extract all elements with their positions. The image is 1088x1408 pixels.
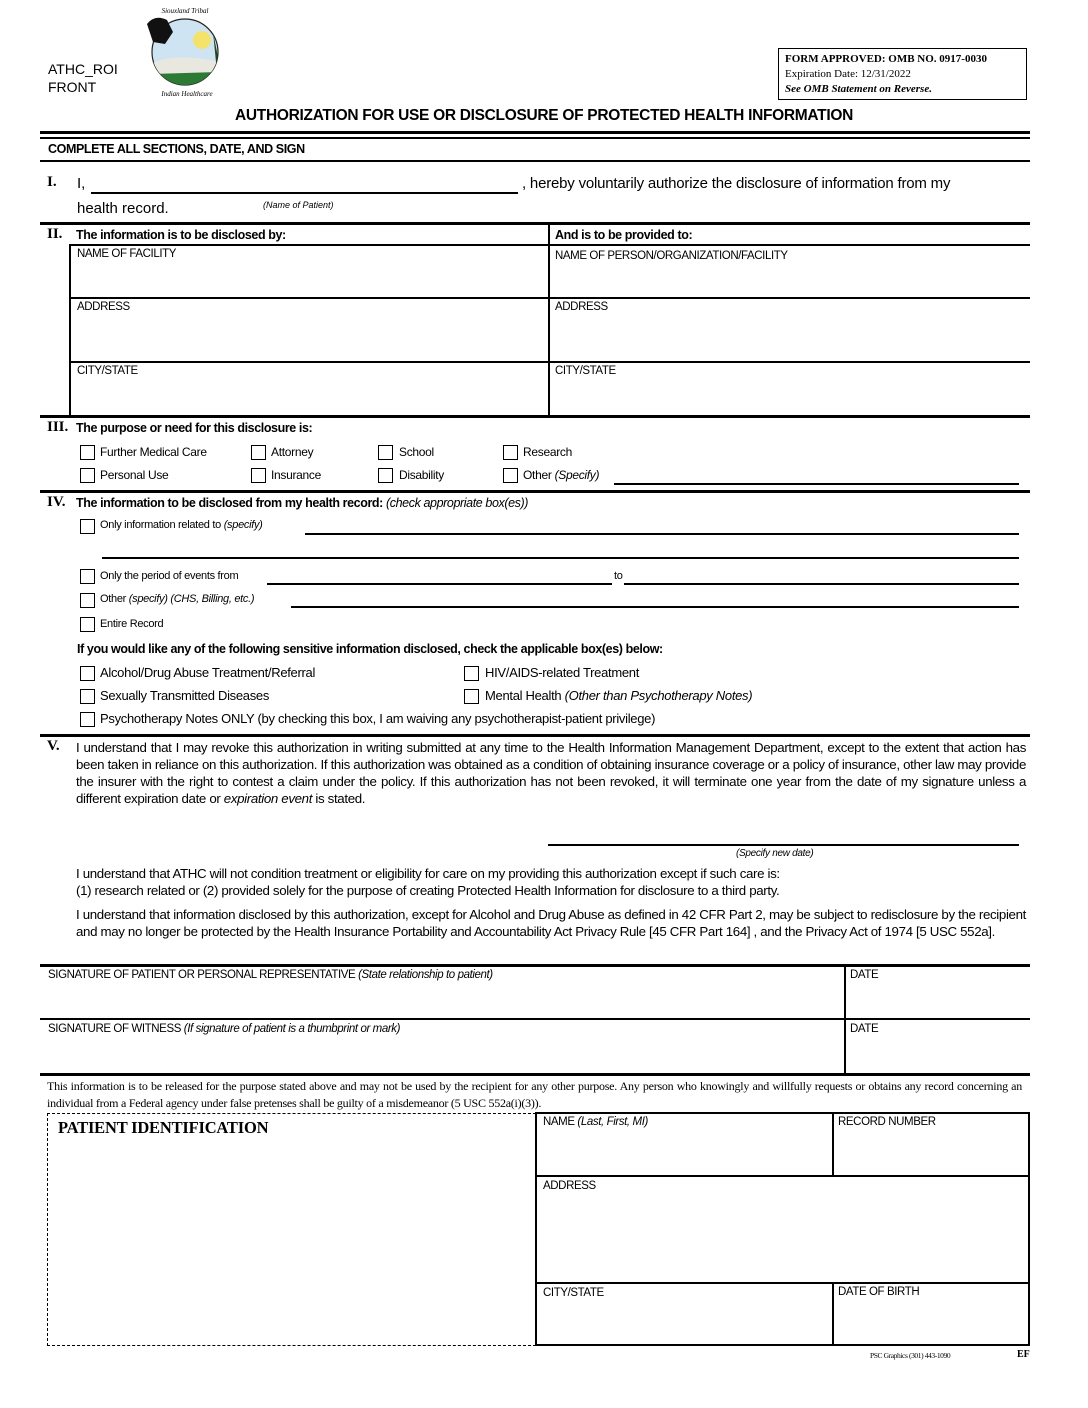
purpose-research-checkbox[interactable] xyxy=(503,445,518,460)
other-info-specify: (specify) (CHS, Billing, etc.) xyxy=(128,593,255,605)
section-4-heading xyxy=(76,496,528,510)
purpose-personal-use-checkbox[interactable] xyxy=(80,468,95,483)
purpose-other-specify: (Specify) xyxy=(554,468,600,482)
facility-city-field[interactable] xyxy=(71,363,547,415)
provided-to-heading: And is to be provided to: xyxy=(555,228,693,242)
revocation-text: I understand that I may revoke this authorization in writing submitted at any time to the Health Information Management Department, except to the extent that action has been taken in reliance on this authorization. If this authorization was obtained as a condition of obtaining insurance coverage or a policy of insurance, other law may provide the insurer with the right to contest a claim under the policy. If this authorization has not been revoked, it will terminate one year from the date of my signature unless a different expiration date or xyxy=(76,740,1026,806)
alcohol-drug-label: Alcohol/Drug Abuse Treatment/Referral xyxy=(100,665,316,680)
entire-record-label: Entire Record xyxy=(100,618,164,630)
std-checkbox[interactable] xyxy=(80,689,95,704)
facility-address-field[interactable] xyxy=(71,299,547,361)
purpose-insurance-checkbox[interactable] xyxy=(251,468,266,483)
facility-city-label: CITY/STATE xyxy=(77,365,138,377)
purpose-insurance-label: Insurance xyxy=(271,468,321,482)
std-label: Sexually Transmitted Diseases xyxy=(100,688,270,703)
patient-name-caption: (Name of Patient) xyxy=(263,200,334,210)
only-related-input[interactable] xyxy=(305,533,1019,535)
revocation-paragraph xyxy=(76,739,1026,807)
period-checkbox[interactable] xyxy=(80,569,95,584)
patient-identification-area xyxy=(47,1113,536,1346)
purpose-research-label: Research xyxy=(523,445,572,459)
facility-name-field[interactable] xyxy=(71,246,547,297)
psychotherapy-notes-label: Psychotherapy Notes ONLY (by checking this box, I am waiving any psychotherapist-patient privilege) xyxy=(100,711,656,726)
witness-signature-note: (If signature of patient is a thumbprint or mark) xyxy=(183,1023,401,1035)
record-number-field[interactable] xyxy=(834,1114,1028,1175)
recipient-name-label: NAME OF PERSON/ORGANIZATION/FACILITY xyxy=(555,250,788,262)
form-code xyxy=(48,60,118,96)
purpose-personal-use-label: Personal Use xyxy=(100,468,169,482)
patient-signature-text: SIGNATURE OF PATIENT OR PERSONAL REPRESENTATIVE xyxy=(48,969,359,981)
section-5-numeral: V. xyxy=(47,738,60,754)
purpose-attorney-label: Attorney xyxy=(271,445,314,459)
date-of-birth-label: DATE OF BIRTH xyxy=(838,1286,920,1298)
condition-paragraph xyxy=(76,865,780,899)
purpose-further-medical-care-checkbox[interactable] xyxy=(80,445,95,460)
page-title: AUTHORIZATION FOR USE OR DISCLOSURE OF PROTECTED HEALTH INFORMATION xyxy=(235,107,853,124)
purpose-school-checkbox[interactable] xyxy=(378,445,393,460)
period-to-label: to xyxy=(614,570,623,582)
omb-expiration: Expiration Date: 12/31/2022 xyxy=(785,68,911,80)
purpose-school-label: School xyxy=(399,445,434,459)
title-rule xyxy=(40,131,1030,134)
redisclosure-paragraph: I understand that information disclosed by this authorization, except for Alcohol and Drug Abuse as defined in 42 CFR Part 2, may be subject to redisclosure by the recipient and may no longer be protected by the Health Insurance Portability and Accountability Act Privacy Rule [45 CFR Part 164] , and the Privacy Act of 1974 [5 USC 552a]. xyxy=(76,907,1026,939)
mental-health-checkbox[interactable] xyxy=(464,689,479,704)
only-related-checkbox[interactable] xyxy=(80,519,95,534)
patient-name-label xyxy=(543,1116,648,1128)
section-4-heading-note: (check appropriate box(es)) xyxy=(386,496,529,510)
patient-address-label: ADDRESS xyxy=(543,1180,596,1192)
witness-signature-date-field[interactable] xyxy=(846,1020,1030,1072)
only-related-text: Only information related to xyxy=(100,519,221,531)
patient-city-label: CITY/STATE xyxy=(543,1287,604,1299)
omb-number: FORM APPROVED: OMB NO. 0917-0030 xyxy=(785,53,987,65)
patient-name-note: (Last, First, MI) xyxy=(577,1116,648,1128)
facility-address-label: ADDRESS xyxy=(77,301,130,313)
date-of-birth-field[interactable] xyxy=(834,1284,1028,1345)
tribal-logo xyxy=(135,2,235,102)
section-4-top-rule xyxy=(40,490,1030,493)
witness-signature-field[interactable] xyxy=(40,1020,844,1072)
recipient-city-label: CITY/STATE xyxy=(555,365,616,377)
form-side: FRONT xyxy=(48,79,97,95)
purpose-other-checkbox[interactable] xyxy=(503,468,518,483)
only-related-label xyxy=(100,519,263,531)
mental-health-note: (Other than Psychotherapy Notes) xyxy=(564,688,753,703)
form-code-footer: EF xyxy=(1017,1349,1030,1360)
other-info-label xyxy=(100,593,254,605)
witness-signature-date-label: DATE xyxy=(850,1023,879,1035)
hiv-aids-label: HIV/AIDS-related Treatment xyxy=(485,665,640,680)
mental-health-text: Mental Health xyxy=(485,688,565,703)
patient-signature-label xyxy=(48,969,493,981)
patient-name-text: NAME xyxy=(543,1116,578,1128)
patient-signature-field[interactable] xyxy=(40,966,844,1018)
section-1-text: , hereby voluntarily authorize the disclosure of information from my xyxy=(522,175,951,192)
patient-name-field[interactable] xyxy=(537,1114,831,1175)
sensitive-heading: If you would like any of the following sensitive information disclosed, check the applicable box(es) below: xyxy=(77,642,663,656)
recipient-city-field[interactable] xyxy=(550,363,1030,415)
purpose-attorney-checkbox[interactable] xyxy=(251,445,266,460)
patient-signature-date-field[interactable] xyxy=(846,966,1030,1018)
section-2-bottom-rule xyxy=(40,415,1030,418)
patient-name-input[interactable] xyxy=(91,192,518,194)
patient-signature-note: (State relationship to patient) xyxy=(358,969,493,981)
form-code-id: ATHC_ROI xyxy=(48,61,118,77)
witness-signature-label xyxy=(48,1023,400,1035)
alcohol-drug-checkbox[interactable] xyxy=(80,666,95,681)
expiration-event-text: expiration event xyxy=(223,791,313,806)
patient-signature-date-label: DATE xyxy=(850,969,879,981)
only-related-input-line2[interactable] xyxy=(102,557,1019,559)
privacy-notice: This information is to be released for the purpose stated above and may not be used by the recipient for any other purpose. Any person who knowingly and willfully requests or obtains any record concerning an individual from a Federal agency under false pretenses shall be guilty of a misdemeanor (5 USC 552a(i)(3)). xyxy=(47,1079,1022,1110)
new-date-caption: (Specify new date) xyxy=(736,848,814,859)
purpose-disability-label: Disability xyxy=(399,468,445,482)
patient-city-field[interactable] xyxy=(537,1284,831,1345)
period-label: Only the period of events from xyxy=(100,570,239,582)
section-4-heading-text: The information to be disclosed from my health record: xyxy=(76,496,383,510)
condition-line-1: I understand that ATHC will not condition treatment or eligibility for care on my providing this authorization except if such care is: xyxy=(76,866,780,881)
section-1-prefix: I, xyxy=(77,175,86,192)
title-rule-thin xyxy=(40,137,1030,139)
only-related-specify: (specify) xyxy=(223,519,263,531)
condition-line-2: (1) research related or (2) provided solely for the purpose of creating Protected Health Information for disclosure to a third party. xyxy=(76,883,780,898)
instruction-rule xyxy=(40,160,1030,162)
disclosed-by-heading: The information is to be disclosed by: xyxy=(76,228,286,242)
section-4-numeral: IV. xyxy=(47,494,66,510)
witness-signature-text: SIGNATURE OF WITNESS xyxy=(48,1023,184,1035)
section-1-numeral: I. xyxy=(47,174,57,190)
purpose-disability-checkbox[interactable] xyxy=(378,468,393,483)
section-1-text-line2: health record. xyxy=(77,200,169,217)
psychotherapy-notes-checkbox[interactable] xyxy=(80,712,95,727)
instruction-text: COMPLETE ALL SECTIONS, DATE, AND SIGN xyxy=(48,142,305,156)
svg-text:Siouxland Tribal: Siouxland Tribal xyxy=(161,7,209,15)
section-3-numeral: III. xyxy=(47,419,69,435)
purpose-further-medical-care-label: Further Medical Care xyxy=(100,445,207,459)
purpose-other-label xyxy=(523,468,599,482)
other-info-input[interactable] xyxy=(291,606,1019,608)
section-5-top-rule xyxy=(40,734,1030,737)
recipient-address-label: ADDRESS xyxy=(555,301,608,313)
purpose-other-input[interactable] xyxy=(614,483,1019,485)
other-info-checkbox[interactable] xyxy=(80,593,95,608)
omb-box xyxy=(778,48,1027,100)
period-from-input[interactable] xyxy=(267,583,612,585)
patient-address-field[interactable] xyxy=(537,1177,1028,1282)
other-info-text: Other xyxy=(100,593,127,605)
patient-identification-title: PATIENT IDENTIFICATION xyxy=(58,1118,269,1137)
mental-health-label xyxy=(485,688,752,703)
printer-credit: PSC Graphics (301) 443-1090 xyxy=(870,1351,951,1360)
purpose-other-text: Other xyxy=(523,468,552,482)
entire-record-checkbox[interactable] xyxy=(80,617,95,632)
section-2-top-rule xyxy=(40,222,1030,225)
recipient-name-field[interactable] xyxy=(550,246,1030,297)
purpose-heading: The purpose or need for this disclosure is: xyxy=(76,421,313,435)
svg-text:Indian Healthcare: Indian Healthcare xyxy=(161,90,213,98)
period-to-input[interactable] xyxy=(624,583,1019,585)
omb-statement: See OMB Statement on Reverse. xyxy=(785,83,932,95)
hiv-aids-checkbox[interactable] xyxy=(464,666,479,681)
facility-name-label: NAME OF FACILITY xyxy=(77,248,177,260)
record-number-label: RECORD NUMBER xyxy=(838,1116,936,1128)
section-2-numeral: II. xyxy=(47,226,63,242)
signature-bottom-rule xyxy=(40,1073,1030,1076)
new-date-input[interactable] xyxy=(548,844,1019,846)
revocation-text-end: is stated. xyxy=(312,791,366,806)
recipient-address-field[interactable] xyxy=(550,299,1030,361)
